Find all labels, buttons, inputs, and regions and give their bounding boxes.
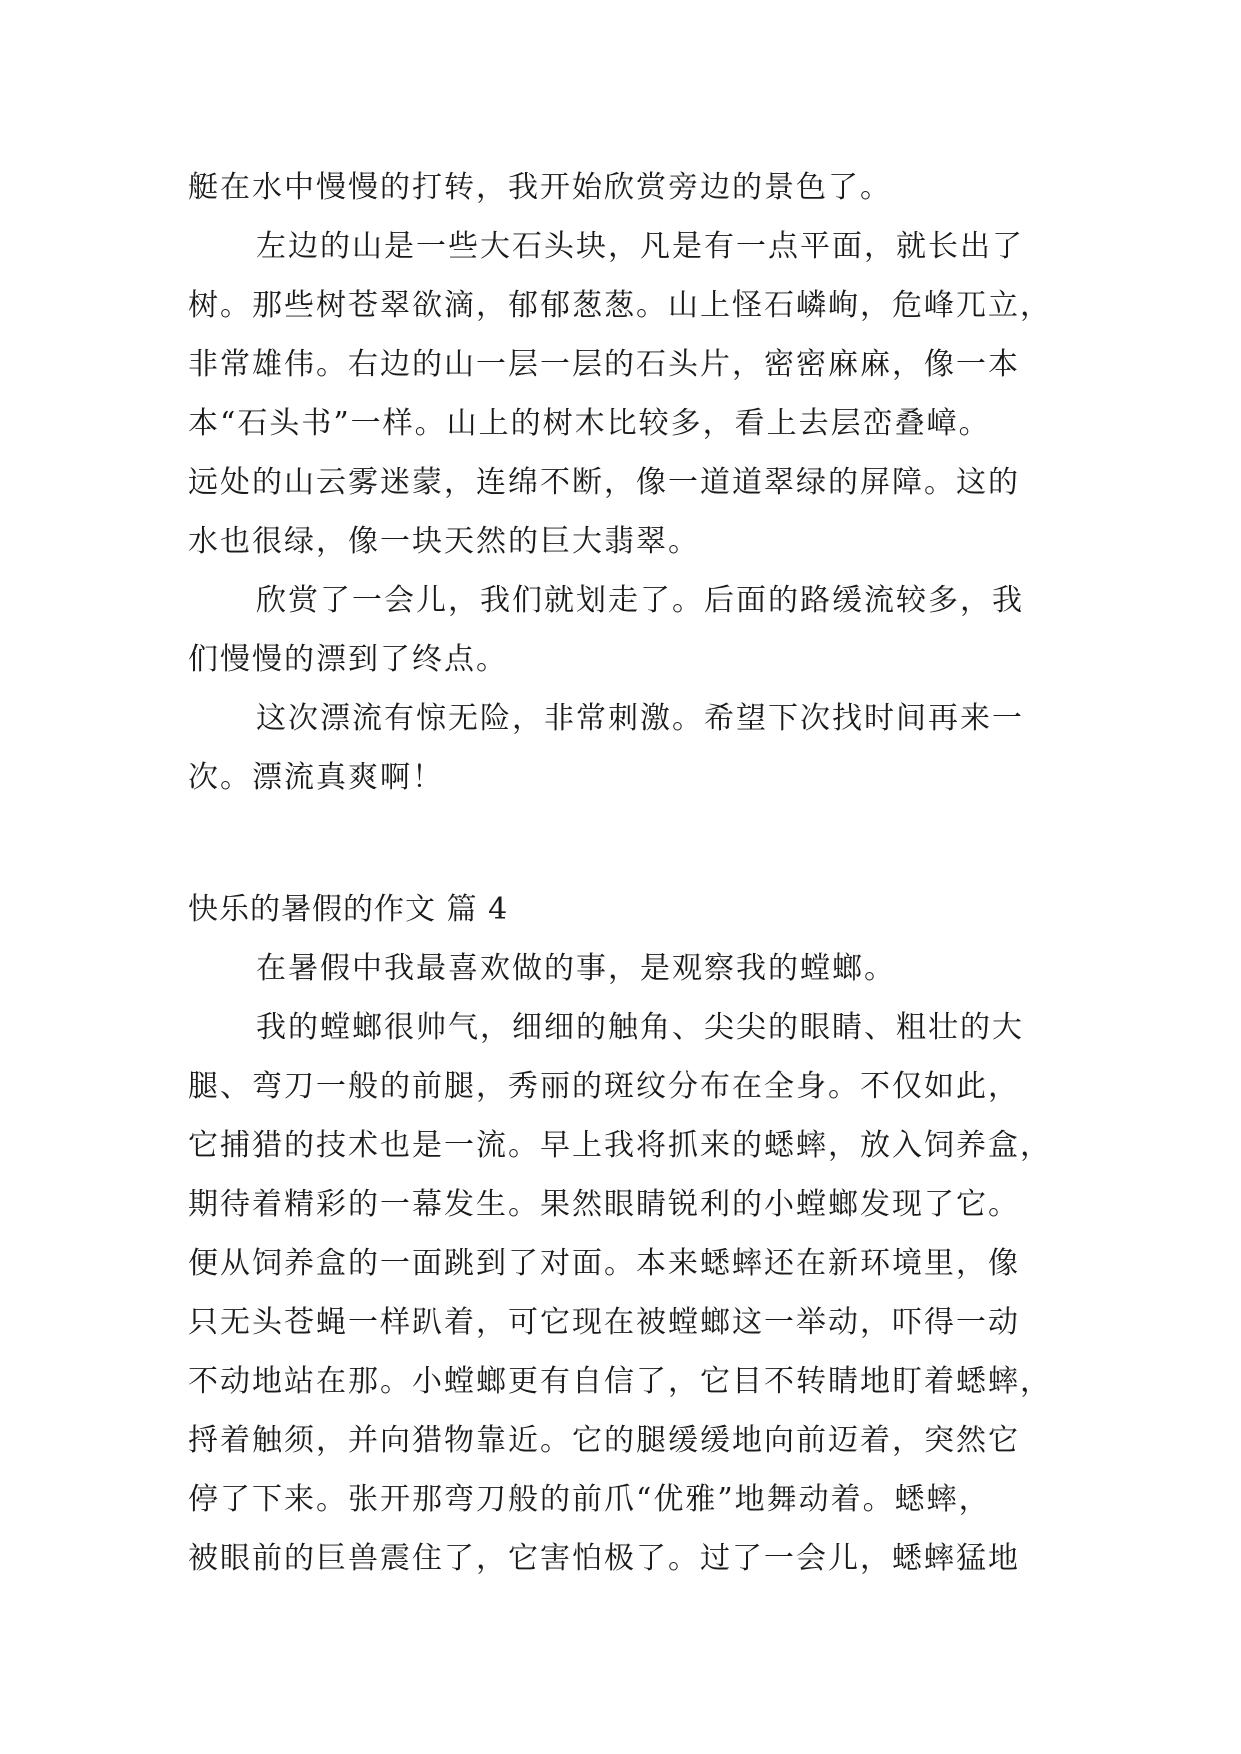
text-line: 它捕猎的技术也是一流。早上我将抓来的蟋蟀，放入饲养盒， xyxy=(188,1128,1052,1163)
text-line: 不动地站在那。小螳螂更有自信了，它目不转睛地盯着蟋蟀， xyxy=(188,1364,1052,1399)
text-line: 本“石头书”一样。山上的树木比较多，看上去层峦叠嶂。 xyxy=(188,406,991,441)
text-line: 远处的山云雾迷蒙，连绵不断，像一道道翠绿的屏障。这的 xyxy=(188,465,1020,500)
section-heading: 快乐的暑假的作文 篇 4 xyxy=(188,892,509,927)
section-essay-4 xyxy=(188,880,1068,1588)
paragraph-start-line: 这次漂流有惊无险，非常刺激。希望下次找时间再来一 xyxy=(256,701,1024,736)
paragraph-start-line: 左边的山是一些大石头块，凡是有一点平面，就长出了 xyxy=(256,229,1024,264)
text-line: 期待着精彩的一幕发生。果然眼睛锐利的小螳螂发现了它。 xyxy=(188,1187,1020,1222)
section-rafting-continued xyxy=(188,158,1068,807)
paragraph-start-line: 我的螳螂很帅气，细细的触角、尖尖的眼睛、粗壮的大 xyxy=(256,1010,1024,1045)
text-line: 水也很绿，像一块天然的巨大翡翠。 xyxy=(188,524,700,559)
text-line: 便从饲养盒的一面跳到了对面。本来蟋蟀还在新环境里，像 xyxy=(188,1246,1020,1281)
paragraph-start-line: 在暑假中我最喜欢做的事，是观察我的螳螂。 xyxy=(256,951,896,986)
text-line: 艇在水中慢慢的打转，我开始欣赏旁边的景色了。 xyxy=(188,170,892,205)
text-line: 次。漂流真爽啊！ xyxy=(188,760,444,795)
text-line: 捋着触须，并向猎物靠近。它的腿缓缓地向前迈着，突然它 xyxy=(188,1423,1020,1458)
text-line: 停了下来。张开那弯刀般的前爪“优雅”地舞动着。蟋蟀， xyxy=(188,1482,991,1517)
text-line: 们慢慢的漂到了终点。 xyxy=(188,642,508,677)
text-line: 只无头苍蝇一样趴着，可它现在被螳螂这一举动，吓得一动 xyxy=(188,1305,1020,1340)
paragraph-start-line: 欣赏了一会儿，我们就划走了。后面的路缓流较多，我 xyxy=(256,583,1024,618)
section-gap xyxy=(188,807,1068,880)
text-line: 被眼前的巨兽震住了，它害怕极了。过了一会儿，蟋蟀猛地 xyxy=(188,1541,1020,1576)
document-body xyxy=(188,158,1068,1588)
text-line: 树。那些树苍翠欲滴，郁郁葱葱。山上怪石嶙峋，危峰兀立， xyxy=(188,288,1052,323)
text-line: 非常雄伟。右边的山一层一层的石头片，密密麻麻，像一本 xyxy=(188,347,1020,382)
text-line: 腿、弯刀一般的前腿，秀丽的斑纹分布在全身。不仅如此， xyxy=(188,1069,1020,1104)
